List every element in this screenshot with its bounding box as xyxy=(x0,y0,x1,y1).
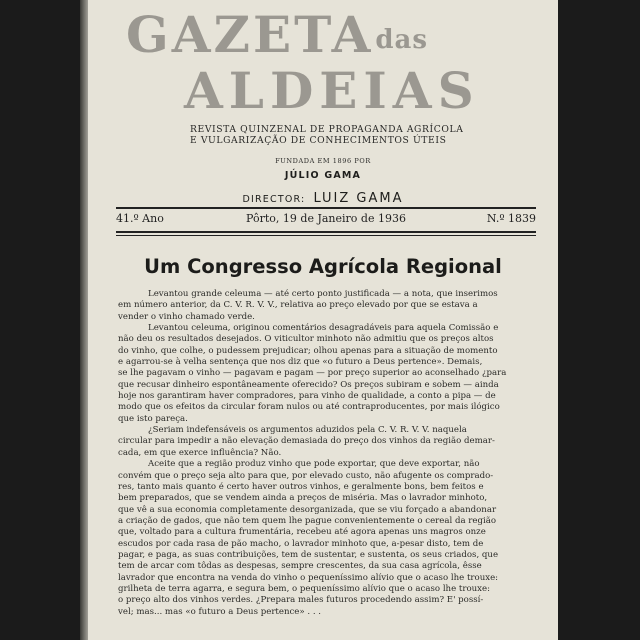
article-line: a criação de gados, que não tem quem lhe pague convenientemente o cereal da região xyxy=(118,515,497,526)
article-line: vender o vinho chamado verde. xyxy=(118,311,255,322)
director-label: DIRECTOR: xyxy=(242,194,306,205)
issue-rule-bottom-1 xyxy=(116,231,536,233)
article-line: Levantou celeuma, originou comentários desagradáveis para aquela Comissão e xyxy=(148,323,499,334)
masthead-title-gazeta: GAZETA xyxy=(126,5,374,64)
article-line: escudos por cada rasa de pão macho, o lavrador minhoto que, a-pesar disto, tem de xyxy=(118,538,484,549)
masthead xyxy=(126,5,480,120)
newspaper-page xyxy=(88,0,558,640)
article-line: e agarrou-se à velha sentença que nos diz que «o futuro a Deus pertence». Demais, xyxy=(118,357,483,368)
founded-line: FUNDADA EM 1896 POR xyxy=(275,157,371,165)
article-line: modo que os efeitos da circular foram nulos ou até contraproducentes, por mais ilógico xyxy=(118,402,500,413)
issue-date: Pôrto, 19 de Janeiro de 1936 xyxy=(246,212,406,225)
article-line: tem de arcar com tôdas as despesas, sempre crescentes, da sua casa agrícola, êsse xyxy=(118,561,482,572)
director-line xyxy=(88,187,558,206)
article-line: que recusar dinheiro espontâneamente oferecido? Os preços subiram e sobem — ainda xyxy=(118,379,499,390)
article-line: que isto pareça. xyxy=(118,413,188,424)
masthead-title-aldeias: ALDEIAS xyxy=(184,61,480,120)
article-line: Levantou grande celeuma — até certo ponto justificada — a nota, que inserimos xyxy=(148,289,498,299)
article-line: bem preparados, que se vendem ainda a preços de miséria. Mas o lavrador minhoto, xyxy=(118,493,488,504)
article-line: hoje nos garantiram haver compradores, para vinho de qualidade, a conto a pipa — de xyxy=(118,391,496,402)
article-line: não deu os resultados desejados. O viticultor minhoto não admitiu que os preços altos xyxy=(118,334,494,345)
article-line: circular para impedir a não elevação demasiada do preço dos vinhos da região demar- xyxy=(118,436,495,447)
article-line: o preço alto dos vinhos verdes. ¿Prepara males futuros procedendo assim? E' possí- xyxy=(118,595,484,606)
article-line: que vê a sua economia completamente desorganizada, que se viu forçado a abandonar xyxy=(118,504,497,515)
article-title: Um Congresso Agrícola Regional xyxy=(144,255,502,278)
director-name: LUIZ GAMA xyxy=(313,191,404,206)
masthead-subtitle xyxy=(190,124,550,146)
article-line: lavrador que encontra na venda do vinho o pequeníssimo alívio que o acaso lhe trouxe: xyxy=(118,572,499,583)
article-line: pagar, e paga, as suas contribuições, tem de sustentar, e sustenta, os seus criados, que xyxy=(118,549,499,560)
article-line: grilheta de terra agarra, e segura bem, o pequeníssimo alívio que o acaso lhe trouxe: xyxy=(118,583,491,594)
article-line: do vinho, que colhe, o pudessem prejudicar; olhou apenas para a situação de momento xyxy=(118,345,498,356)
article-line: Aceite que a região produz vinho que pode exportar, que deve exportar, não xyxy=(148,459,480,470)
subtitle-line-1: REVISTA QUINZENAL DE PROPAGANDA AGRÍCOLA xyxy=(190,124,464,135)
article-line: que, voltado para a cultura frumentária, recebeu até agora apenas uns magros onze xyxy=(118,527,486,538)
issue-number: N.º 1839 xyxy=(486,212,536,225)
subtitle-line-2: E VULGARIZAÇÃO DE CONHECIMENTOS ÚTEIS xyxy=(190,135,447,146)
article-body xyxy=(118,289,558,618)
masthead-title-das: das xyxy=(375,25,429,55)
masthead-title-line1 xyxy=(126,5,480,65)
article-line: res, tanto mais quanto é certo haver outros vinhos, e geralmente bons, bem feitos e xyxy=(118,481,484,492)
article-line: ¿Seriam indefensáveis os argumentos aduzidos pela C. V. R. V. V. naquela xyxy=(148,425,467,436)
article-line: cada, em que exerce influência? Não. xyxy=(118,447,282,458)
article-line: vel; mas... mas «o futuro a Deus pertence» . . . xyxy=(118,606,322,617)
article-line: se lhe pagavam o vinho — pagavam e pagam — por preço superior ao aconselhado ¿para xyxy=(118,368,507,379)
article-line: convém que o preço seja alto para que, por elevado custo, não afugente os comprado- xyxy=(118,470,494,481)
issue-year: 41.º Ano xyxy=(116,212,164,225)
article-line: em número anterior, da C. V. R. V. V., relativa ao preço elevado por que se estava a xyxy=(118,300,478,311)
issue-rule-top xyxy=(116,207,536,209)
issue-rule-bottom-2 xyxy=(116,235,536,236)
founder-name: JÚLIO GAMA xyxy=(284,170,362,181)
